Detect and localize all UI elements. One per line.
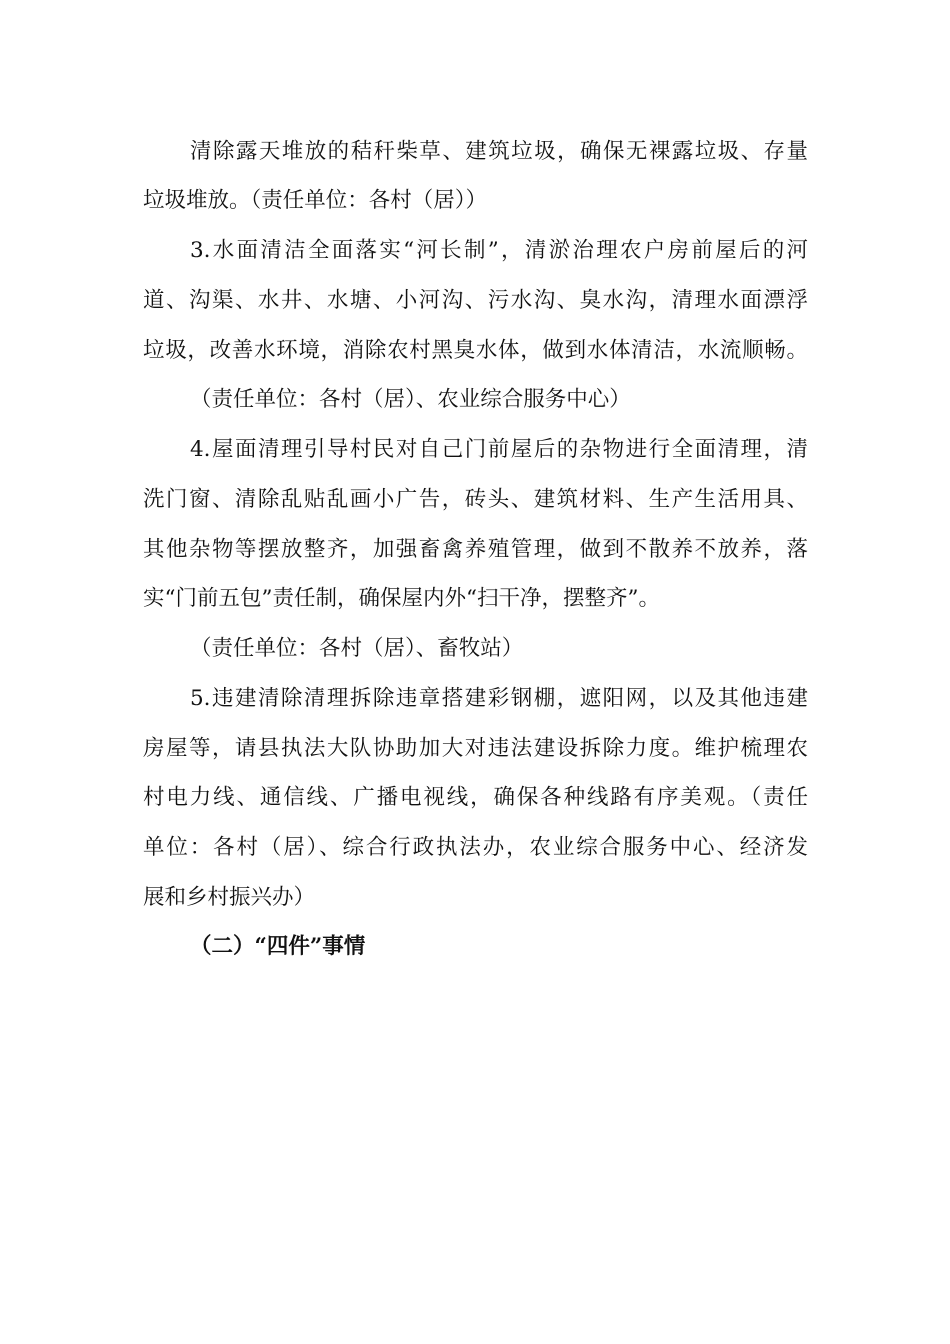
body-text-line: 垃圾堆放。（责任单位：各村（居）） — [143, 188, 488, 213]
body-text-line: 展和乡村振兴办） — [143, 885, 316, 910]
body-text-line: （责任单位：各村（居）、农业综合服务中心） — [190, 387, 631, 412]
body-text-line: 实“门前五包”责任制，确保屋内外“扫干净，摆整齐”。 — [143, 586, 660, 611]
body-text-line: 4.屋面清理引导村民对自己门前屋后的杂物进行全面清理，清 — [190, 437, 808, 462]
body-text-line: 道、沟渠、水井、水塘、小河沟、污水沟、臭水沟，清理水面漂浮 — [143, 288, 808, 313]
body-text-line: 3.水面清洁全面落实“河长制”，清淤治理农户房前屋后的河 — [190, 238, 808, 263]
body-text-line: 单位：各村（居）、综合行政执法办，农业综合服务中心、经济发 — [143, 835, 808, 860]
body-text-line: 其他杂物等摆放整齐，加强畜禽养殖管理，做到不散养不放养，落 — [143, 537, 808, 562]
body-text-line: （责任单位：各村（居）、畜牧站） — [190, 636, 524, 661]
body-text-line: 清除露天堆放的秸秆柴草、建筑垃圾，确保无裸露垃圾、存量 — [190, 139, 808, 164]
body-text-line: 洗门窗、清除乱贴乱画小广告，砖头、建筑材料、生产生活用具、 — [143, 487, 808, 512]
body-text-line: 房屋等，请县执法大队协助加大对违法建设拆除力度。维护梳理农 — [143, 736, 808, 761]
body-text-line: 垃圾，改善水环境，消除农村黑臭水体，做到水体清洁，水流顺畅。 — [143, 338, 808, 363]
body-text-line: 5.违建清除清理拆除违章搭建彩钢棚，遮阳网，以及其他违建 — [190, 686, 808, 711]
section-heading: （二）“四件”事情 — [190, 934, 366, 959]
body-text-line: 村电力线、通信线、广播电视线，确保各种线路有序美观。（责任 — [143, 785, 808, 810]
